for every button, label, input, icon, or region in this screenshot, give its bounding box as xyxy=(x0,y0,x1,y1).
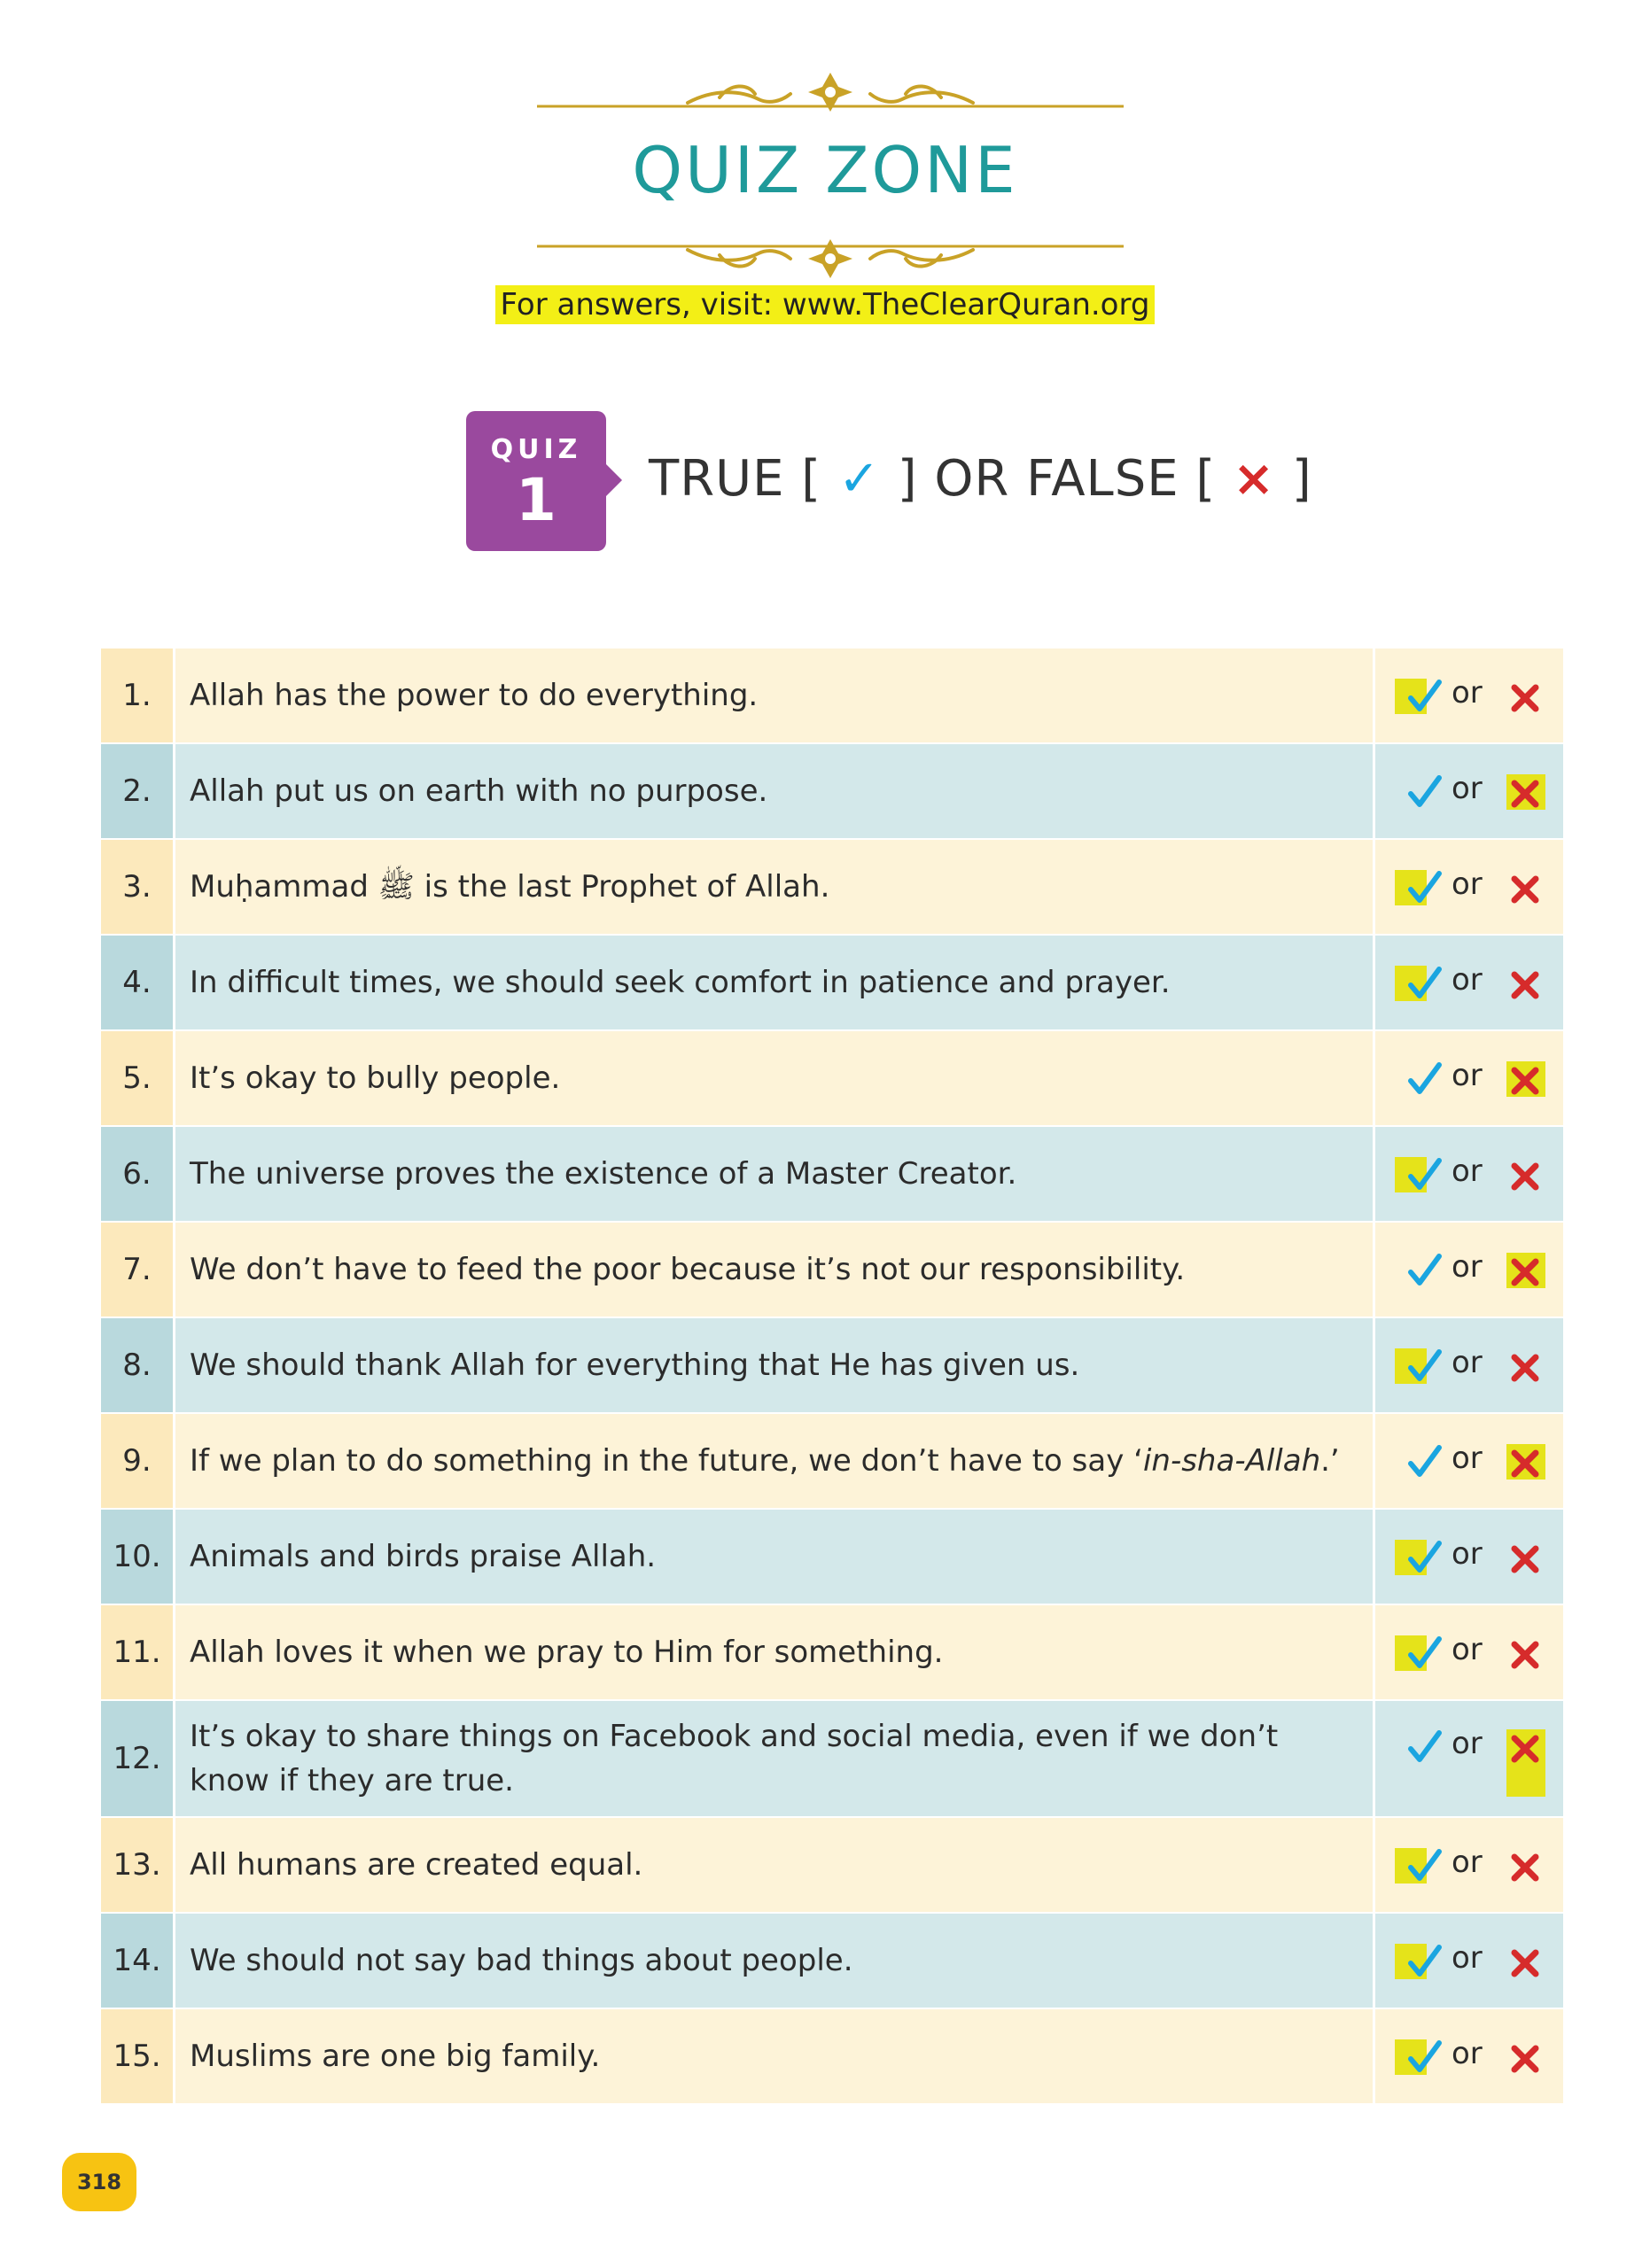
answer-choices xyxy=(1375,1031,1563,1125)
quiz-row xyxy=(101,1318,1563,1414)
question-statement: Animals and birds praise Allah. xyxy=(175,1510,1375,1604)
check-icon[interactable] xyxy=(1407,1848,1443,1884)
or-label: or xyxy=(1452,1940,1483,1976)
check-icon[interactable] xyxy=(1407,1253,1443,1288)
question-statement: All humans are created equal. xyxy=(175,1818,1375,1912)
check-icon[interactable] xyxy=(1407,1540,1443,1575)
check-icon[interactable] xyxy=(1407,1348,1443,1384)
question-statement: It’s okay to share things on Facebook and social media, even if we don’t know if they are true. xyxy=(175,1701,1375,1816)
or-label: or xyxy=(1452,1536,1483,1572)
quiz-row xyxy=(101,1414,1563,1510)
answer-choices xyxy=(1375,1414,1563,1508)
bottom-ornament xyxy=(537,232,1124,282)
quiz-row xyxy=(101,840,1563,936)
question-number: 11. xyxy=(101,1605,175,1699)
cross-icon[interactable] xyxy=(1510,2044,1540,2074)
cross-icon[interactable] xyxy=(1510,1449,1540,1479)
answers-note xyxy=(0,287,1650,322)
page-number: 318 xyxy=(62,2153,136,2211)
or-label: or xyxy=(1452,866,1483,902)
quiz-row xyxy=(101,744,1563,840)
or-label: or xyxy=(1452,1845,1483,1880)
or-label: or xyxy=(1452,675,1483,711)
check-icon[interactable] xyxy=(1407,1944,1443,1979)
cross-icon[interactable] xyxy=(1510,1734,1540,1764)
question-statement: It’s okay to bully people. xyxy=(175,1031,1375,1125)
cross-icon[interactable] xyxy=(1510,1257,1540,1287)
quiz-row xyxy=(101,649,1563,744)
question-statement: Allah has the power to do everything. xyxy=(175,649,1375,742)
question-statement: We should not say bad things about people. xyxy=(175,1914,1375,2008)
question-number: 13. xyxy=(101,1818,175,1912)
statement-text xyxy=(190,1439,1340,1483)
cross-icon[interactable] xyxy=(1510,970,1540,1000)
top-ornament xyxy=(537,71,1124,120)
question-statement: Allah loves it when we pray to Him for something. xyxy=(175,1605,1375,1699)
answer-choices xyxy=(1375,936,1563,1029)
question-statement: We should thank Allah for everything that He has given us. xyxy=(175,1318,1375,1412)
check-icon[interactable] xyxy=(1407,2039,1443,2075)
answer-choices xyxy=(1375,744,1563,838)
or-label: or xyxy=(1452,962,1483,998)
quiz-badge-number: 1 xyxy=(516,466,556,534)
quiz-row xyxy=(101,2009,1563,2105)
question-number: 4. xyxy=(101,936,175,1029)
heading-cross-icon: × xyxy=(1233,450,1276,508)
quiz-row xyxy=(101,1510,1563,1605)
page-title: QUIZ ZONE xyxy=(632,133,1018,207)
quiz-heading xyxy=(649,450,1312,508)
question-number: 2. xyxy=(101,744,175,838)
statement-italic: in-sha-Allah xyxy=(1142,1443,1321,1479)
cross-icon[interactable] xyxy=(1510,1353,1540,1383)
question-statement xyxy=(175,1414,1375,1508)
question-statement: We don’t have to feed the poor because it’s not our responsibility. xyxy=(175,1223,1375,1317)
cross-icon[interactable] xyxy=(1510,1948,1540,1978)
quiz-row xyxy=(101,1031,1563,1127)
answer-choices xyxy=(1375,1318,1563,1412)
or-label: or xyxy=(1452,1345,1483,1380)
question-number: 14. xyxy=(101,1914,175,2008)
question-statement: Allah put us on earth with no purpose. xyxy=(175,744,1375,838)
check-icon[interactable] xyxy=(1407,1061,1443,1097)
question-number: 12. xyxy=(101,1701,175,1816)
or-label: or xyxy=(1452,1441,1483,1476)
or-label: or xyxy=(1452,1153,1483,1189)
quiz-badge-word: QUIZ xyxy=(490,434,582,465)
cross-icon[interactable] xyxy=(1510,1161,1540,1192)
quiz-badge xyxy=(466,411,606,551)
question-statement: Muḥammad ﷺ is the last Prophet of Allah. xyxy=(175,840,1375,934)
check-icon[interactable] xyxy=(1407,774,1443,810)
statement-part: If we plan to do something in the future, we don’t have to say ‘ xyxy=(190,1443,1143,1479)
cross-icon[interactable] xyxy=(1510,874,1540,905)
cross-icon[interactable] xyxy=(1510,683,1540,713)
answer-choices xyxy=(1375,1914,1563,2008)
question-number: 8. xyxy=(101,1318,175,1412)
quiz-row xyxy=(101,1223,1563,1318)
cross-icon[interactable] xyxy=(1510,1640,1540,1670)
question-number: 15. xyxy=(101,2009,175,2103)
answer-choices xyxy=(1375,840,1563,934)
answer-choices xyxy=(1375,1127,1563,1221)
answers-note-text: For answers, visit: www.TheClearQuran.org xyxy=(495,285,1156,324)
cross-icon[interactable] xyxy=(1510,1066,1540,1096)
answer-choices xyxy=(1375,649,1563,742)
answer-choices xyxy=(1375,1510,1563,1604)
cross-icon[interactable] xyxy=(1510,1852,1540,1883)
check-icon[interactable] xyxy=(1407,1635,1443,1671)
question-number: 1. xyxy=(101,649,175,742)
or-label: or xyxy=(1452,2036,1483,2071)
statement-part: .’ xyxy=(1320,1443,1340,1479)
question-number: 6. xyxy=(101,1127,175,1221)
check-icon[interactable] xyxy=(1407,1444,1443,1480)
question-statement: In difficult times, we should seek comfort in patience and prayer. xyxy=(175,936,1375,1029)
answer-choices xyxy=(1375,1223,1563,1317)
cross-icon[interactable] xyxy=(1510,779,1540,809)
quiz-row xyxy=(101,1127,1563,1223)
question-statement: Muslims are one big family. xyxy=(175,2009,1375,2103)
or-label: or xyxy=(1452,1632,1483,1667)
question-number: 5. xyxy=(101,1031,175,1125)
answer-choices xyxy=(1375,2009,1563,2103)
quiz-row xyxy=(101,1914,1563,2009)
check-icon[interactable] xyxy=(1407,1729,1443,1765)
heading-suffix: ] xyxy=(1291,450,1312,508)
or-label: or xyxy=(1452,1726,1483,1761)
answer-choices xyxy=(1375,1605,1563,1699)
question-number: 3. xyxy=(101,840,175,934)
heading-check-icon: ✓ xyxy=(837,450,881,508)
heading-middle: ] OR FALSE [ xyxy=(897,450,1217,508)
or-label: or xyxy=(1452,771,1483,806)
check-icon[interactable] xyxy=(1407,870,1443,905)
cross-icon[interactable] xyxy=(1510,1544,1540,1574)
quiz-row xyxy=(101,1818,1563,1914)
answer-choices xyxy=(1375,1701,1563,1816)
question-statement: The universe proves the existence of a Master Creator. xyxy=(175,1127,1375,1221)
quiz-row xyxy=(101,1701,1563,1818)
heading-prefix: TRUE [ xyxy=(649,450,822,508)
or-label: or xyxy=(1452,1249,1483,1285)
check-icon[interactable] xyxy=(1407,679,1443,714)
or-label: or xyxy=(1452,1058,1483,1093)
question-number: 9. xyxy=(101,1414,175,1508)
check-icon[interactable] xyxy=(1407,966,1443,1001)
question-number: 10. xyxy=(101,1510,175,1604)
quiz-table xyxy=(101,649,1563,2105)
quiz-row xyxy=(101,936,1563,1031)
quiz-row xyxy=(101,1605,1563,1701)
question-number: 7. xyxy=(101,1223,175,1317)
check-icon[interactable] xyxy=(1407,1157,1443,1192)
answer-choices xyxy=(1375,1818,1563,1912)
